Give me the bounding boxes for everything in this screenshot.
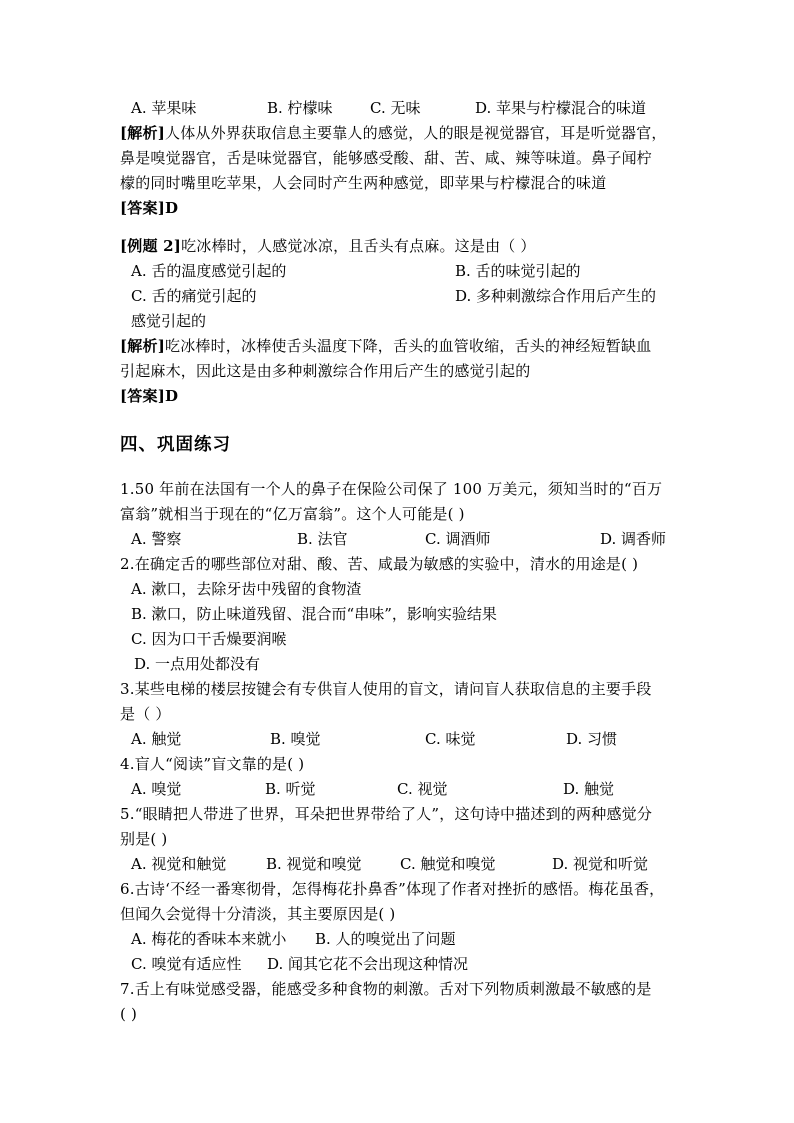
intro-analysis-line-3: 檬的同时嘴里吃苹果，人会同时产生两种感觉，即苹果与柠檬混合的味道 bbox=[120, 174, 607, 192]
example2-option-d: D. 多种刺激综合作用后产生的 bbox=[455, 287, 657, 305]
exercise-2-option-a: A. 漱口，去除牙齿中残留的食物渣 bbox=[131, 580, 362, 598]
example2-analysis-line-2: 引起麻木，因此这是由多种刺激综合作用后产生的感觉引起的 bbox=[120, 362, 531, 380]
analysis-tag: [解析] bbox=[120, 337, 165, 355]
exercise-3-option-d: D. 习惯 bbox=[566, 730, 618, 748]
exercise-4-stem: 4.盲人“阅读”盲文靠的是( ) bbox=[120, 755, 305, 773]
exercise-6-stem-line-1: 6.古诗‘不经一番寒彻骨，怎得梅花扑鼻香”体现了作者对挫折的感悟。梅花虽香， bbox=[120, 880, 665, 898]
exercise-5-option-a: A. 视觉和触觉 bbox=[131, 855, 227, 873]
exercise-3-option-a: A. 触觉 bbox=[131, 730, 182, 748]
analysis-tag: [解析] bbox=[120, 124, 165, 142]
section-heading: 四、巩固练习 bbox=[120, 435, 231, 455]
exercise-5-option-b: B. 视觉和嗅觉 bbox=[266, 855, 362, 873]
intro-option-d: D. 苹果与柠檬混合的味道 bbox=[475, 99, 647, 117]
exercise-1-option-d: D. 调香师 bbox=[600, 530, 667, 548]
exercise-3-option-b: B. 嗅觉 bbox=[270, 730, 321, 748]
exercise-1-option-a: A. 警察 bbox=[131, 530, 182, 548]
exercise-1-option-b: B. 法官 bbox=[297, 530, 348, 548]
example2-analysis-line-1: [解析]吃冰棒时，冰棒使舌头温度下降，舌头的血管收缩，舌头的神经短暂缺血 bbox=[120, 337, 652, 355]
intro-analysis-line-2: 鼻是嗅觉器官，舌是味觉器官，能够感受酸、甜、苦、咸、辣等味道。鼻子闻柠 bbox=[120, 149, 653, 167]
intro-analysis-line-1: [解析]人体从外界获取信息主要靠人的感觉，人的眼是视觉器官，耳是听觉器官， bbox=[120, 124, 667, 142]
example2-stem: [例题 2]吃冰棒时，人感觉冰凉，且舌头有点麻。这是由（ ） bbox=[120, 237, 536, 255]
exercise-6-option-a: A. 梅花的香味本来就小 bbox=[131, 930, 287, 948]
exercise-2-option-d: D. 一点用处都没有 bbox=[134, 655, 261, 673]
exercise-7-stem-line-1: 7.舌上有味觉感受器，能感受多种食物的刺激。舌对下列物质刺激最不敏感的是 bbox=[120, 980, 652, 998]
exercise-2-stem: 2.在确定舌的哪些部位对甜、酸、苦、咸最为敏感的实验中，清水的用途是( ) bbox=[120, 555, 639, 573]
intro-answer: [答案]D bbox=[120, 199, 179, 217]
intro-option-c: C. 无味 bbox=[370, 99, 421, 117]
example2-option-b: B. 舌的味觉引起的 bbox=[455, 262, 581, 280]
exercise-4-option-c: C. 视觉 bbox=[397, 780, 448, 798]
intro-option-a: A. 苹果味 bbox=[131, 99, 197, 117]
exercise-3-option-c: C. 味觉 bbox=[425, 730, 476, 748]
exercise-1-stem-line-1: 1.50 年前在法国有一个人的鼻子在保险公司保了 100 万美元，须知当时的“百万 bbox=[120, 480, 663, 498]
exercise-5-option-c: C. 触觉和嗅觉 bbox=[400, 855, 496, 873]
example2-option-a: A. 舌的温度感觉引起的 bbox=[131, 262, 287, 280]
exercise-6-option-b: B. 人的嗅觉出了问题 bbox=[315, 930, 456, 948]
example2-option-d-cont: 感觉引起的 bbox=[131, 312, 207, 330]
example2-answer: [答案]D bbox=[120, 387, 179, 405]
example2-option-c: C. 舌的痛觉引起的 bbox=[131, 287, 257, 305]
exercise-5-stem-line-2: 别是( ) bbox=[120, 830, 168, 848]
exercise-5-stem-line-1: 5.“眼睛把人带进了世界，耳朵把世界带给了人”，这句诗中描述到的两种感觉分 bbox=[120, 805, 653, 823]
exercise-3-stem-line-2: 是（ ） bbox=[120, 705, 171, 723]
exercise-2-option-b: B. 漱口，防止味道残留、混合而“串味”，影响实验结果 bbox=[131, 605, 497, 623]
exercise-7-stem-line-2: ( ) bbox=[120, 1005, 138, 1023]
intro-option-b: B. 柠檬味 bbox=[267, 99, 333, 117]
example-tag: [例题 2] bbox=[120, 237, 182, 255]
exercise-4-option-a: A. 嗅觉 bbox=[131, 780, 182, 798]
exercise-6-stem-line-2: 但闻久会觉得十分清淡，其主要原因是( ) bbox=[120, 905, 396, 923]
exercise-5-option-d: D. 视觉和听觉 bbox=[552, 855, 649, 873]
exercise-3-stem-line-1: 3.某些电梯的楼层按键会有专供盲人使用的盲文，请问盲人获取信息的主要手段 bbox=[120, 680, 652, 698]
exercise-1-option-c: C. 调酒师 bbox=[425, 530, 491, 548]
exercise-2-option-c: C. 因为口干舌燥要润喉 bbox=[131, 630, 287, 648]
exercise-4-option-b: B. 听觉 bbox=[265, 780, 316, 798]
exercise-6-option-c: C. 嗅觉有适应性 bbox=[131, 955, 242, 973]
exercise-4-option-d: D. 触觉 bbox=[563, 780, 615, 798]
exercise-1-stem-line-2: 富翁”就相当于现在的“亿万富翁”。这个人可能是( ) bbox=[120, 505, 465, 523]
exercise-6-option-d: D. 闻其它花不会出现这种情况 bbox=[267, 955, 469, 973]
